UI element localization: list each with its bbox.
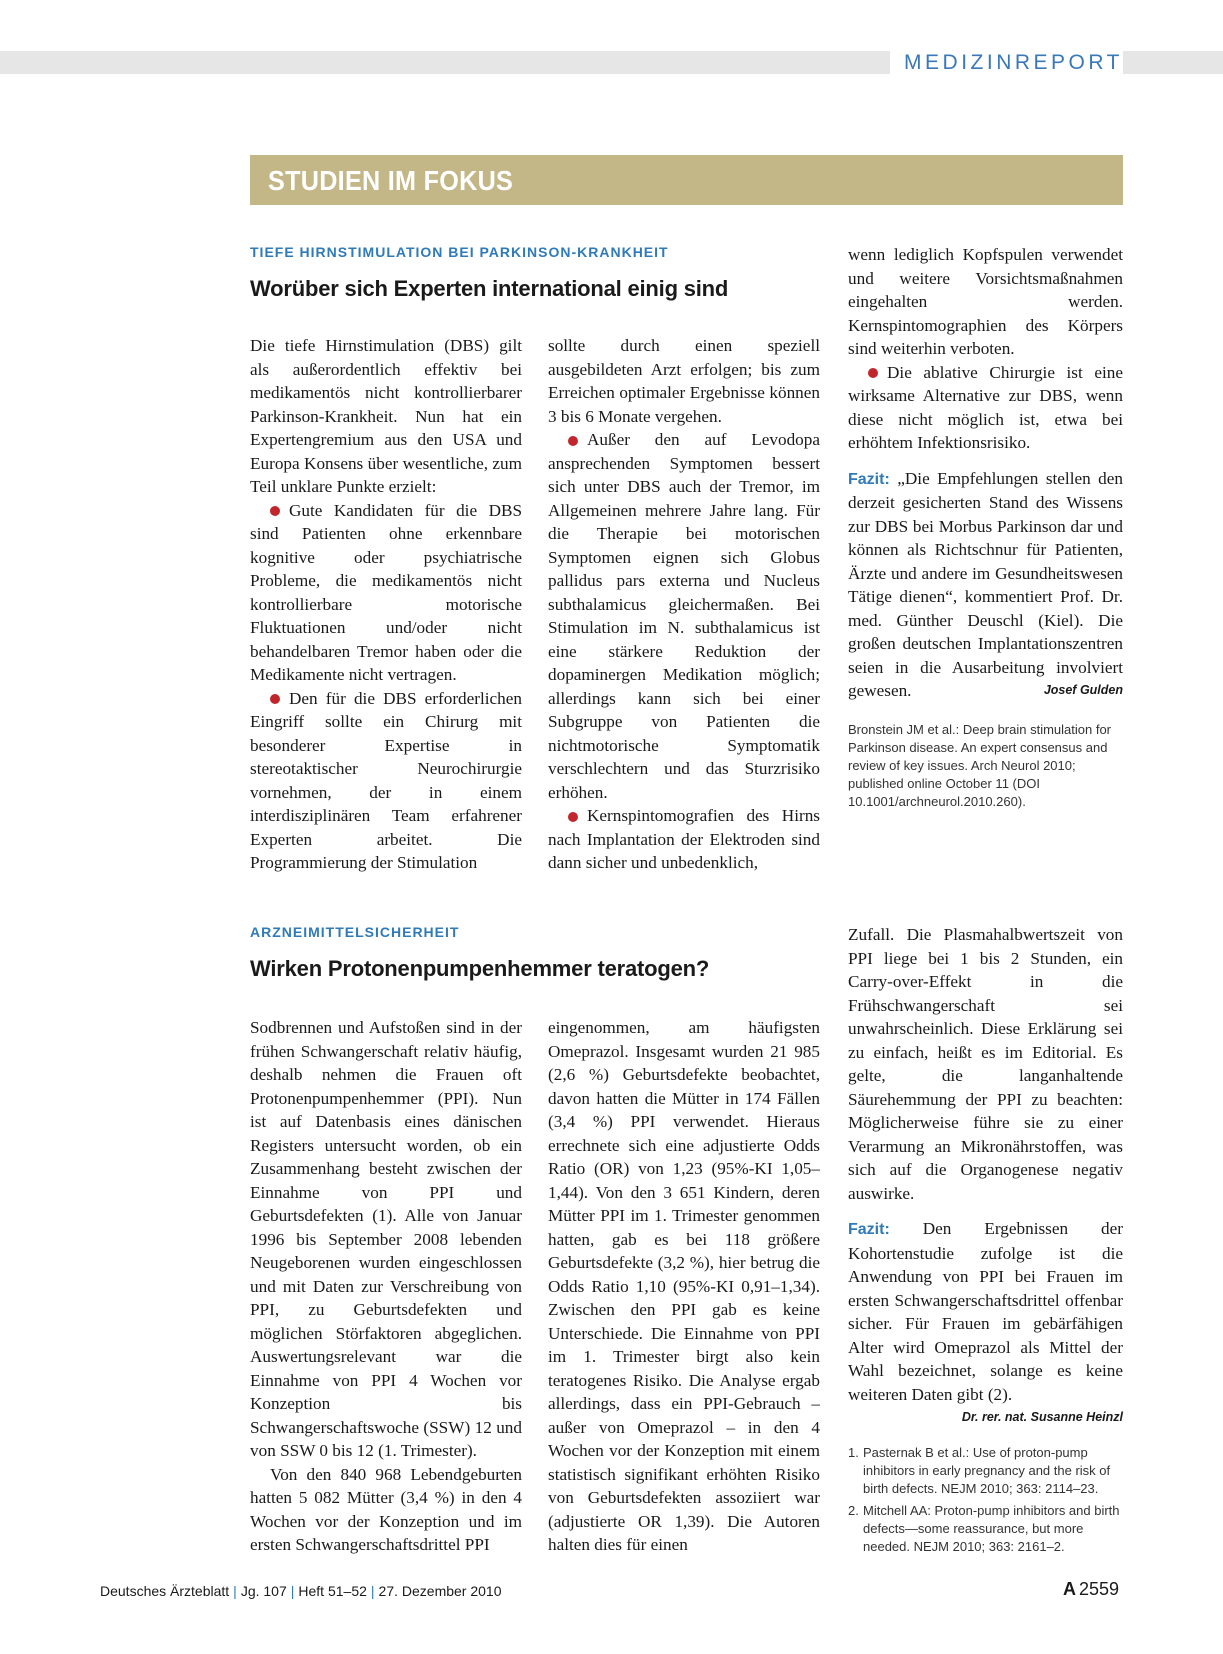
author: Dr. rer. nat. Susanne Heinzl [961, 1410, 1123, 1424]
page-number: A 2559 [1062, 1579, 1119, 1599]
paragraph: Die tiefe Hirnstimulation (DBS) gilt als außerordentlich effektiv bei medikamentös nicht kontrollierbarer Parkinson-Krankheit. Nun hat ein Expertengremium aus den USA und Europa Konsens über wesentliche, zum Teil unklare Punkte erzielt: [250, 336, 522, 496]
article-column-1 [250, 334, 522, 875]
bullet-icon [568, 436, 578, 446]
bullet-paragraph: Den für die DBS erforderlichen Eingriff sollte ein Chirurg mit besonderer Expertise in stereotaktischer Neurochirurgie vornehmen, der in einem interdisziplinären Team erfahrener Experten arbeitet. Die Programmierung der Stimulation [250, 688, 522, 872]
article-column-1 [250, 1016, 522, 1557]
footer-journal: Deutsches Ärzteblatt [100, 1583, 230, 1599]
section-label: MEDIZINREPORT [890, 51, 1123, 74]
bullet-icon [568, 812, 578, 822]
article-column-3 [848, 923, 1123, 1560]
footer-date: 27. Dezember 2010 [378, 1583, 502, 1599]
paragraph: sollte durch einen speziell ausgebildeten Arzt erfolgen; bis zum Erreichen optimaler Ergebnisse können 3 bis 6 Monate vergehen. [548, 336, 820, 426]
article-column-3 [848, 243, 1123, 811]
paragraph: Zufall. Die Plasmahalbwertszeit von PPI liege bei 1 bis 2 Stunden, ein Carry-over-Effekt in die Frühschwangerschaft sei unwahrscheinlich. Diese Erklärung sei zu einfach, heißt es im Editorial. Es gelte, die langanhaltende Säurehemmung der PPI zu beachten: Möglicherweise führe sie zu einer Verarmung an Mikronährstoffen, was sich auf die Organogenese negativ auswirke. [848, 925, 1123, 1203]
reference-item: 1. Pasternak B et al.: Use of proton-pump inhibitors in early pregnancy and the risk of birth defects. NEJM 2010; 363: 2114–23. [848, 1444, 1111, 1496]
banner-title: STUDIEN IM FOKUS [268, 165, 514, 196]
bullet-paragraph: Außer den auf Levodopa ansprechenden Symptomen bessert sich unter DBS auch der Tremor, im Allgemeinen mehrere Jahre lang. Für die Therapie bei motorischen Symptomen eignen sich Globus pallidus pars externa und Nucleus subthalamicus gleichermaßen. Bei Stimulation im N. subthalamicus ist eine stärkere Reduktion der dopaminergen Medikation möglich; allerdings kann sich bei einer Subgruppe von Patienten die nichtmotorische Symptomatik verschlechtern und das Sturzrisiko erhöhen. [548, 430, 820, 802]
bullet-paragraph: Die ablative Chirurgie ist eine wirksame Alternative zur DBS, wenn diese nicht möglich ist, etwa bei erhöhtem Infektionsrisiko. [848, 362, 1123, 452]
bullet-icon [270, 694, 280, 704]
fazit-paragraph: Fazit: Den Ergebnissen der Kohortenstudie zufolge ist die Anwendung von PPI bei Frauen im ersten Schwangerschaftsdrittel offenbar sicher. Für Frauen im gebärfähigen Alter wird Omeprazol als Mittel der Wahl bezeichnet, solange es keine weiteren Daten gibt (2). [848, 1219, 1123, 1404]
bullet-paragraph: Gute Kandidaten für die DBS sind Patienten ohne erkennbare kognitive oder psychiatrische Probleme, die medikamentös nicht kontrollierbare motorische Fluktuationen und/oder nicht behandelbaren Tremor haben oder die Medikamente nicht vertragen. [250, 500, 522, 684]
author: Josef Gulden [1043, 683, 1123, 697]
paragraph: Sodbrennen und Aufstoßen sind in der frühen Schwangerschaft relativ häufig, deshalb nehmen die Frauen oft Protonenpumpenhemmer (PPI). Nun ist auf Datenbasis eines dänischen Registers untersucht worden, ob ein Zusammenhang besteht zwischen der Einnahme von PPI und Geburtsdefekten (1). Alle von Januar 1996 bis September 2008 lebenden Neugeborenen wurden eingeschlossen und mit Daten zur Verschreibung von PPI, zu Geburtsdefekten und möglichen Störfaktoren abgeglichen. Auswertungsrelevant war die Einnahme von PPI 4 Wochen vor Konzeption bis Schwangerschaftswoche (SSW) 12 und von SSW 0 bis 12 (1. Trimester). [250, 1018, 522, 1460]
fazit-paragraph: Fazit: „Die Empfehlungen stellen den derzeit gesicherten Stand des Wissens zur DBS bei Morbus Parkinson dar und können als Richtschnur für Patienten, Ärzte und andere im Gesundheitswesen Tätige dienen“, kommentiert Prof. Dr. med. Günther Deuschl (Kiel). Die großen deutschen Implantationszentren seien in die Ausarbeitung involviert gewesen. Josef Gulden [848, 467, 1123, 703]
fazit-label: Fazit: [848, 470, 890, 488]
article-headline: Wirken Protonenpumpenhemmer teratogen? [250, 956, 710, 981]
article-headline: Worüber sich Experten international einig sind [250, 276, 729, 301]
banner [250, 155, 1123, 205]
article-column-2 [548, 1016, 820, 1557]
article-kicker: TIEFE HIRNSTIMULATION BEI PARKINSON-KRANKHEIT [250, 244, 669, 260]
paragraph: wenn lediglich Kopfspulen verwendet und weitere Vorsichtsmaßnahmen eingehalten werden. Kernspintomographien des Körpers sind weiterhin verboten. [848, 245, 1123, 358]
footer-issue: Heft 51–52 [298, 1583, 367, 1599]
bullet-icon [270, 506, 280, 516]
footer: Deutsches Ärzteblatt | Jg. 107 | Heft 51–52 | 27. Dezember 2010 [100, 1583, 502, 1599]
reference: Bronstein JM et al.: Deep brain stimulation for Parkinson disease. An expert consensus and review of key issues. Arch Neurol 2010; published online October 11 (DOI 10.1001/archneurol.2010.260). [848, 721, 1112, 809]
paragraph: Von den 840 968 Lebendgeburten hatten 5 082 Mütter (3,4 %) in den 4 Wochen vor der Konzeption und im ersten Schwangerschaftsdrittel PPI [250, 1464, 522, 1554]
bullet-paragraph: Kernspintomografien des Hirns nach Implantation der Elektroden sind dann sicher und unbedenklich, [548, 806, 820, 872]
bullet-icon [868, 368, 878, 378]
article-kicker: ARZNEIMITTELSICHERHEIT [250, 924, 460, 940]
reference-item: 2. Mitchell AA: Proton-pump inhibitors and birth defects—some reassurance, but more needed. NEJM 2010; 363: 2161–2. [848, 1502, 1120, 1554]
footer-volume: Jg. 107 [240, 1583, 287, 1599]
article-column-2 [548, 334, 820, 875]
paragraph: eingenommen, am häufigsten Omeprazol. Insgesamt wurden 21 985 (2,6 %) Geburtsdefekte beobachtet, davon hatten die Mütter in 174 Fällen (3,4 %) PPI verwendet. Hieraus errechnete sich eine adjustierte Odds Ratio (OR) von 1,23 (95%-KI 1,05–1,44). Von den 3 651 Kindern, deren Mütter PPI im 1. Trimester genommen hatten, gab es bei 118 größere Geburtsdefekte (3,2 %), hier betrug die Odds Ratio 1,10 (95%-KI 0,91–1,34). Zwischen den PPI gab es keine Unterschiede. Die Einnahme von PPI im 1. Trimester birgt also kein teratogenes Risiko. Die Analyse ergab allerdings, dass ein PPI-Gebrauch – außer von Omeprazol – in den 4 Wochen vor der Konzeption mit einem statistisch signifikant erhöhten Risiko von Geburtsdefekten assoziiert war (adjustierte OR 1,39). Die Autoren halten dies für einen [548, 1018, 820, 1554]
fazit-label: Fazit: [848, 1221, 890, 1238]
reference-list [848, 1444, 1123, 1556]
